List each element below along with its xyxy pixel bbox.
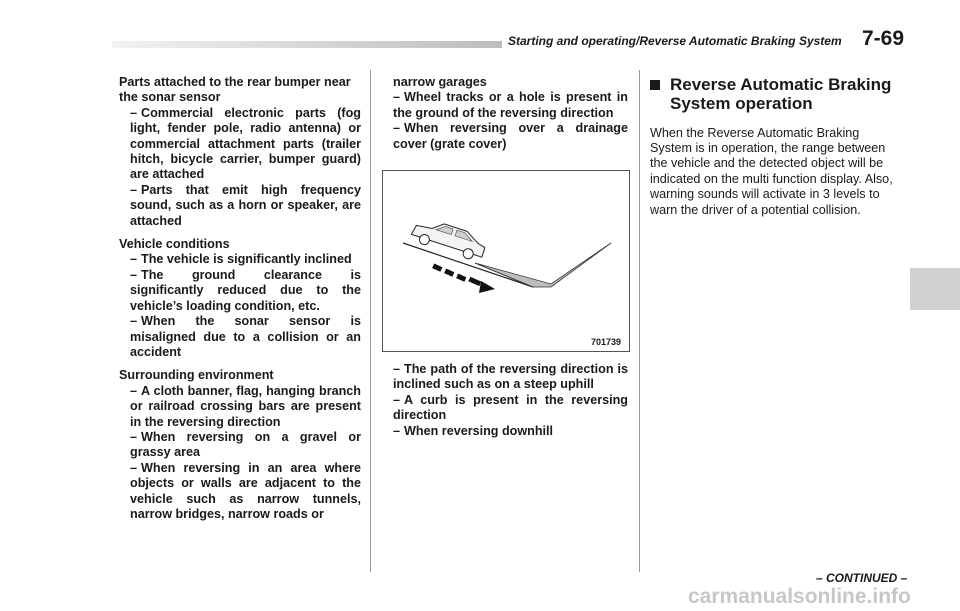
column-right — [650, 75, 900, 231]
list-item: – When the sonar sensor is misaligned due to a collision or an accident — [130, 314, 361, 359]
column-divider — [639, 70, 640, 572]
running-header-title: Starting and operating/Reverse Automatic Braking System — [508, 34, 842, 48]
watermark: carmanualsonline.info — [688, 585, 911, 608]
list-item: – When reversing in an area where objects or walls are adjacent to the vehicle such as narrow tunnels, narrow bridges, narrow roads or — [130, 460, 361, 521]
car-reversing-uphill-illustration — [383, 171, 629, 351]
list-item: – Commercial electronic parts (fog light, fender pole, radio antenna) or commercial attachment parts (trailer hitch, bicycle carrier, bumper guard) are attached — [130, 105, 361, 182]
list-item: – When reversing downhill — [393, 423, 554, 438]
figure-vehicle-on-slope — [382, 170, 630, 352]
list-item: – The ground clearance is significantly reduced due to the vehicle’s loading condition, etc. — [130, 267, 361, 313]
section-body: When the Reverse Automatic Braking System is in operation, the range between the vehicle and the detected object will be indicated on the multi function display. Also, warning sounds will activate in 3 levels to warn the driver of a potential collision. — [650, 125, 893, 217]
list-item: – Parts that emit high frequency sound, such as a horn or speaker, are attached — [130, 182, 361, 228]
group-label: Surrounding environment — [119, 368, 274, 383]
continued-note: – CONTINUED – — [816, 571, 908, 585]
list-item: – The vehicle is significantly inclined — [130, 252, 352, 267]
section-marker-icon — [650, 80, 660, 90]
list-item: – A curb is present in the reversing direction — [393, 392, 628, 423]
list-item: – Wheel tracks or a hole is present in the ground of the reversing direction — [393, 90, 628, 120]
section-heading — [650, 75, 900, 113]
group-label: Parts attached to the rear bumper near the sonar sensor — [119, 75, 351, 105]
header-rule — [112, 41, 502, 48]
list-item: – When reversing over a drainage cover (grate cover) — [393, 121, 628, 151]
group-label: Vehicle conditions — [119, 237, 230, 252]
list-item: – When reversing on a gravel or grassy area — [130, 429, 361, 460]
column-divider — [370, 70, 371, 572]
column-middle-lower — [382, 362, 628, 439]
column-middle — [382, 75, 628, 152]
page-number: 7-69 — [862, 27, 905, 50]
column-left — [119, 75, 361, 522]
list-item-continuation: narrow garages — [393, 75, 487, 89]
section-title: Reverse Automatic Braking System operation — [670, 75, 892, 113]
list-item: – The path of the reversing direction is inclined such as on a steep uphill — [393, 362, 628, 392]
list-item: – A cloth banner, flag, hanging branch or railroad crossing bars are present in the reversing direction — [130, 383, 361, 429]
figure-id: 701739 — [590, 337, 621, 347]
chapter-tab-marker — [910, 268, 960, 310]
